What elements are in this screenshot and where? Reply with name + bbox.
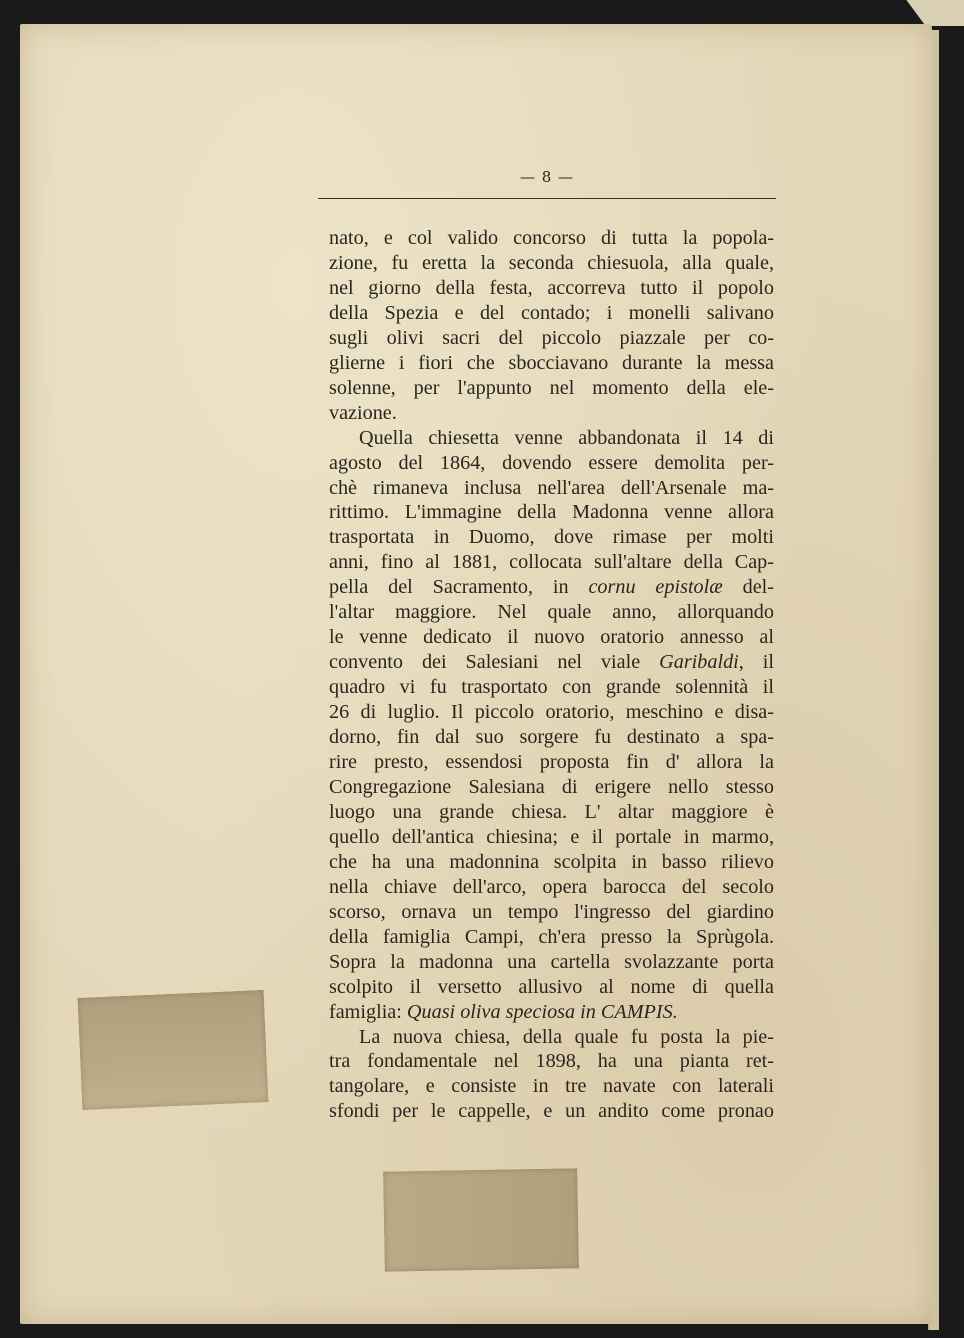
italic-phrase: cornu epistolæ (588, 576, 723, 599)
text-line-content: scorso, ornava un tempo l'ingresso del giardino (329, 900, 774, 923)
text-line-content: rire presto, essendosi proposta fin d' allora la (329, 751, 774, 774)
text-line (329, 950, 774, 975)
text-line (329, 775, 774, 800)
text-line (329, 900, 774, 925)
text-line (329, 401, 774, 426)
text-line (329, 301, 774, 326)
header-rule (318, 198, 776, 199)
text-line-content: tangolare, e consiste in tre navate con laterali (329, 1075, 774, 1098)
text-line (329, 476, 774, 501)
tape-strip-bottom (383, 1168, 579, 1271)
text-line-content: nato, e col valido concorso di tutta la popola- (329, 227, 774, 249)
text-line-content: nella chiave dell'arco, opera barocca del secolo (329, 875, 774, 898)
text-line-tail: , il (738, 651, 774, 674)
text-line-content: famiglia: (329, 1000, 407, 1023)
text-line-content: anni, fino al 1881, collocata sull'altare della Cap- (329, 551, 774, 574)
text-line-content: zione, fu eretta la seconda chiesuola, alla quale, (329, 251, 774, 274)
text-line-content: glierne i fiori che sbocciavano durante la messa (329, 351, 774, 374)
text-line-content: Congregazione Salesiana di erigere nello stesso (329, 775, 774, 798)
text-line-content: l'altar maggiore. Nel quale anno, allorquando (329, 601, 774, 624)
text-line-content: rittimo. L'immagine della Madonna venne allora (329, 501, 774, 524)
text-line-content: quello dell'antica chiesina; e il portale in marmo, (329, 825, 774, 848)
text-line (329, 1099, 774, 1124)
italic-phrase: Garibaldi (659, 651, 739, 674)
text-line-content: le venne dedicato il nuovo oratorio annesso al (329, 626, 774, 649)
text-line (329, 875, 774, 900)
text-line (329, 251, 774, 276)
torn-corner (900, 0, 964, 26)
text-line (329, 850, 774, 875)
text-line (329, 500, 774, 525)
text-line (329, 625, 774, 650)
text-line (329, 1025, 774, 1050)
text-line-content: che ha una madonnina scolpita in basso rilievo (329, 850, 774, 873)
text-line (329, 276, 774, 301)
text-line-content: luogo una grande chiesa. L' altar maggiore è (329, 800, 774, 823)
text-line-content: pella del Sacramento, in (329, 576, 589, 599)
body-text (329, 226, 774, 1124)
text-line-content: solenne, per l'appunto nel momento della ele- (329, 376, 774, 399)
text-line-content: 26 di luglio. Il piccolo oratorio, meschino e disa- (329, 701, 774, 724)
text-line (329, 1074, 774, 1099)
text-line-content: quadro vi fu trasportato con grande solennità il (329, 676, 774, 699)
text-line (329, 1049, 774, 1074)
text-line (329, 675, 774, 700)
text-line (329, 750, 774, 775)
tape-strip-left (78, 990, 269, 1110)
text-line-content: sugli olivi sacri del piccolo piazzale per co- (329, 326, 774, 349)
text-line-content: agosto del 1864, dovendo essere demolita per- (329, 451, 774, 474)
text-line (329, 725, 774, 750)
text-line (329, 925, 774, 950)
text-line-content: vazione. (329, 401, 397, 424)
text-line-content: dorno, fin dal suo sorgere fu destinato a spa- (329, 726, 774, 749)
text-line-content: scolpito il versetto allusivo al nome di quella (329, 975, 774, 998)
text-line (329, 525, 774, 550)
text-line-content: sfondi per le cappelle, e un andito come pronao (329, 1100, 774, 1123)
text-line-content: nel giorno della festa, accorreva tutto il popolo (329, 276, 774, 299)
text-line (329, 426, 774, 451)
text-line-content: Quella chiesetta venne abbandonata il 14 di (359, 426, 774, 449)
text-line (329, 600, 774, 625)
text-line (329, 226, 774, 251)
text-line (329, 825, 774, 850)
text-line (329, 700, 774, 725)
text-line-content: convento dei Salesiani nel viale (329, 651, 660, 674)
text-line-content: tra fondamentale nel 1898, ha una pianta ret- (329, 1050, 774, 1073)
italic-phrase: Quasi oliva speciosa in CAMPIS. (406, 1000, 678, 1023)
text-line (329, 800, 774, 825)
text-line (329, 451, 774, 476)
text-line-tail: del- (722, 576, 774, 599)
text-line-content: trasportata in Duomo, dove rimase per molti (329, 526, 774, 549)
text-line (329, 326, 774, 351)
text-line-content: Sopra la madonna una cartella svolazzante porta (329, 950, 774, 973)
text-line-content: La nuova chiesa, della quale fu posta la pie- (359, 1025, 774, 1048)
text-line-content: della famiglia Campi, ch'era presso la Sprùgola. (329, 925, 774, 948)
text-line (329, 351, 774, 376)
text-line-content: chè rimaneva inclusa nell'area dell'Arsenale ma- (329, 476, 774, 499)
page-number: — 8 — (519, 168, 575, 186)
text-line (329, 1000, 774, 1025)
text-line (329, 550, 774, 575)
text-line (329, 650, 774, 675)
text-line (329, 575, 774, 600)
text-line (329, 376, 774, 401)
text-line (329, 975, 774, 1000)
text-line-content: della Spezia e del contado; i monelli salivano (329, 301, 774, 324)
